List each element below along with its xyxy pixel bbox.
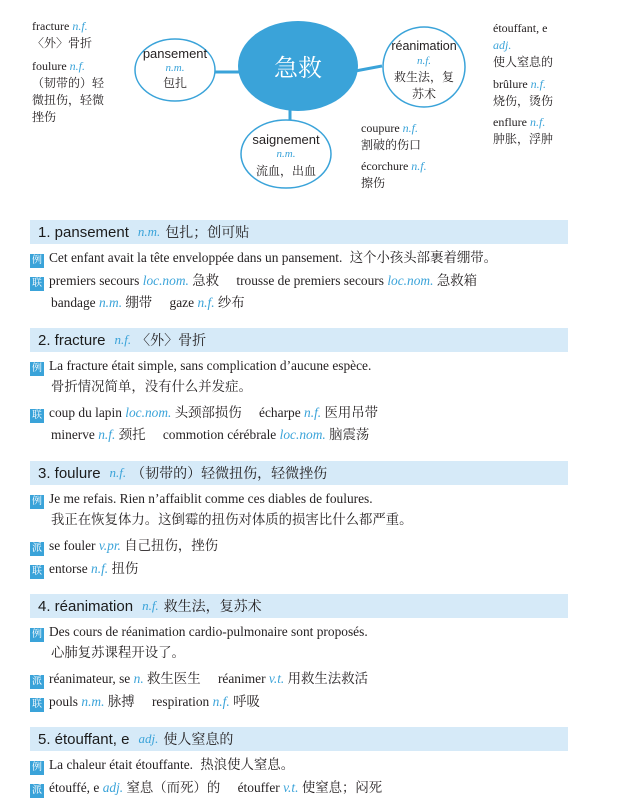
example-badge: 例: [32, 496, 42, 507]
deriv-pos: n.: [133, 671, 144, 686]
link-meaning: 脉搏: [107, 695, 135, 710]
link-word: minerve: [51, 427, 95, 442]
entry-4-example: [30, 621, 368, 643]
ecorchure-pos: n.f.: [411, 159, 427, 173]
bottom-word-ecorchure: [361, 158, 427, 192]
deriv-meaning: 救生医生: [147, 672, 201, 687]
enflure-meaning: 肿胀，浮肿: [493, 132, 554, 146]
deriv-pos: v.t.: [268, 671, 285, 686]
link-meaning: 急救箱: [436, 274, 477, 289]
brulure-word: brûlure: [493, 77, 528, 91]
link-word: premiers secours: [49, 273, 140, 288]
derivative-badge: 派: [32, 676, 42, 687]
bottom-word-coupure: [361, 120, 421, 154]
entry-2-headword: 2. fracture: [38, 331, 106, 349]
entry-1-header: [30, 220, 568, 244]
entry-3-headword: 3. foulure: [38, 464, 101, 482]
deriv-meaning: 用救生法救活: [287, 672, 368, 687]
entry-3-meaning: （韧带的）轻微扭伤，轻微挫伤: [131, 466, 328, 482]
entry-1-links-2: [51, 292, 245, 314]
entry-1-example: [30, 247, 497, 269]
entry-4-links: [30, 691, 260, 713]
entry-3-example-fr: Je me refais. Rien n’affaiblit comme ces diables de foulures.: [49, 491, 373, 506]
link-word: pouls: [49, 694, 79, 709]
entry-1-links-1: [30, 270, 477, 292]
entry-1-headword: 1. pansement: [38, 223, 129, 241]
deriv-word: réanimer: [217, 671, 266, 686]
entry-1-pos: n.m.: [137, 224, 161, 239]
right-word-etouffant: [493, 20, 553, 71]
derivative-badge: 派: [32, 543, 42, 554]
link-meaning: 头颈部损伤: [174, 406, 242, 421]
link-meaning: 绷带: [125, 296, 153, 311]
foulure-meaning-2: 微扭伤，轻微: [32, 93, 105, 107]
pansement-pos: n.m.: [165, 62, 185, 74]
saignement-bubble-text: [241, 132, 331, 179]
example-badge: 例: [32, 255, 42, 266]
link-pos: n.m.: [98, 295, 123, 310]
coupure-pos: n.f.: [402, 121, 418, 135]
saignement-meaning: 流血，出血: [255, 164, 316, 178]
entry-5-pos: adj.: [138, 731, 159, 746]
enflure-pos: n.f.: [529, 115, 546, 129]
saignement-word: saignement: [252, 132, 320, 147]
link-pos: loc.nom.: [125, 405, 172, 420]
entry-3-example-cn: 我正在恢复体力。这倒霉的扭伤对体质的损害比什么都严重。: [51, 513, 413, 528]
saignement-pos: n.m.: [276, 148, 296, 160]
entry-3-example: [30, 488, 373, 510]
entry-5-meaning: 使人窒息的: [163, 732, 234, 748]
etouffant-pos: adj.: [493, 38, 512, 52]
link-meaning: 医用吊带: [324, 406, 379, 421]
entry-5-header: [30, 727, 568, 751]
deriv-meaning: 使窒息；闷死: [301, 781, 383, 796]
pansement-word: pansement: [142, 46, 208, 61]
link-badge: 联: [32, 278, 42, 289]
link-pos: n.f.: [197, 295, 215, 310]
link-pos: loc.nom.: [142, 273, 189, 288]
deriv-meaning: 自己扭伤，挫伤: [124, 539, 219, 554]
link-meaning: 急救: [192, 274, 219, 289]
entry-2-links-1: [30, 402, 378, 424]
entry-3-link: [30, 558, 138, 580]
example-badge: 例: [32, 629, 42, 640]
entry-1-meaning: 包扎；创可贴: [165, 225, 250, 241]
entry-4-meaning: 救生法，复苏术: [163, 599, 262, 615]
deriv-pos: v.t.: [283, 780, 299, 795]
link-pos: n.f.: [304, 405, 322, 420]
entry-4-derivs: [30, 668, 368, 690]
link-meaning: 扭伤: [111, 562, 139, 577]
enflure-word: enflure: [493, 115, 527, 129]
entry-1-example-fr: Cet enfant avait la tête enveloppée dans un pansement.: [49, 250, 343, 265]
entry-5-example: [30, 754, 294, 776]
entry-3-pos: n.f.: [109, 465, 127, 480]
entry-4-example-fr: Des cours de réanimation cardio-pulmonaire sont proposés.: [49, 624, 368, 639]
ecorchure-word: écorchure: [361, 159, 409, 173]
link-word: commotion cérébrale: [162, 427, 277, 442]
pansement-bubble-text: [135, 46, 215, 91]
foulure-meaning-1: （韧带的）轻: [32, 76, 105, 90]
deriv-pos: adj.: [102, 780, 124, 795]
entry-4-headword: 4. réanimation: [38, 597, 134, 615]
coupure-word: coupure: [361, 121, 400, 135]
reanimation-pos: n.f.: [416, 55, 432, 67]
link-word: entorse: [49, 561, 88, 576]
brulure-pos: n.f.: [530, 77, 546, 91]
link-word: bandage: [51, 295, 96, 310]
entry-1-example-cn: 这个小孩头部裹着绷带。: [349, 251, 498, 266]
link-pos: n.m.: [81, 694, 105, 709]
link-badge: 联: [32, 699, 42, 710]
foulure-meaning-3: 挫伤: [32, 110, 57, 124]
foulure-word: foulure: [32, 59, 67, 73]
pansement-meaning: 包扎: [162, 76, 187, 90]
entry-5-headword: 5. étouffant, e: [38, 730, 130, 748]
example-badge: 例: [32, 762, 42, 773]
entry-4-pos: n.f.: [142, 598, 159, 613]
center-label: 急救: [274, 54, 322, 82]
link-pos: n.f.: [212, 694, 230, 709]
reanimation-meaning: 救生法，复苏术: [393, 70, 454, 101]
entry-2-example-fr: La fracture était simple, sans complication d’aucune espèce.: [49, 358, 372, 373]
link-meaning: 脑震荡: [329, 428, 370, 443]
etouffant-word: étouffant, e: [493, 21, 548, 35]
left-word-foulure: [32, 58, 104, 126]
reanimation-bubble-text: [383, 39, 465, 103]
entry-2-header: [30, 328, 568, 352]
link-meaning: 呼吸: [233, 695, 260, 710]
deriv-pos: v.pr.: [98, 538, 121, 553]
entry-2-pos: n.f.: [114, 332, 132, 347]
reanimation-word: réanimation: [391, 39, 457, 53]
right-word-enflure: [493, 114, 553, 148]
link-word: trousse de premiers secours: [236, 273, 384, 288]
entry-5-derivs: [30, 777, 382, 799]
entry-5-example-cn: 热浪使人窒息。: [200, 758, 295, 773]
entry-5-example-fr: La chaleur était étouffante.: [49, 757, 193, 772]
entry-2-meaning: 〈外〉骨折: [136, 333, 207, 349]
link-pos: n.f.: [91, 561, 109, 576]
link-word: écharpe: [259, 405, 301, 420]
link-pos: loc.nom.: [387, 273, 434, 288]
entry-3-header: [30, 461, 568, 485]
deriv-word: se fouler: [49, 538, 96, 553]
entry-4-example-cn: 心肺复苏课程开设了。: [51, 646, 185, 661]
link-word: gaze: [169, 295, 195, 310]
link-badge: 联: [32, 566, 42, 577]
link-pos: n.f.: [98, 427, 116, 442]
entry-2-links-2: [51, 424, 369, 446]
link-pos: loc.nom.: [279, 427, 326, 442]
deriv-meaning: 窒息（而死）的: [126, 781, 221, 796]
foulure-pos: n.f.: [69, 59, 85, 73]
fracture-meaning: 〈外〉骨折: [32, 36, 93, 50]
coupure-meaning: 割破的伤口: [361, 138, 422, 152]
etouffant-meaning: 使人窒息的: [493, 55, 554, 69]
entry-3-deriv: [30, 535, 218, 557]
example-badge: 例: [32, 363, 42, 374]
deriv-word: étouffé, e: [49, 780, 100, 795]
fracture-word: fracture: [32, 19, 70, 33]
link-word: coup du lapin: [49, 405, 122, 420]
fracture-pos: n.f.: [72, 19, 88, 33]
deriv-word: étouffer: [237, 780, 280, 795]
brulure-meaning: 烧伤，烫伤: [493, 94, 554, 108]
entry-2-example-cn: 骨折情况简单，没有什么并发症。: [51, 380, 252, 395]
link-meaning: 纱布: [217, 296, 245, 311]
ecorchure-meaning: 擦伤: [361, 176, 386, 190]
derivative-badge: 派: [32, 785, 42, 796]
entry-4-header: [30, 594, 568, 618]
left-word-fracture: [32, 18, 92, 52]
entry-2-example: [30, 355, 371, 377]
link-badge: 联: [32, 410, 42, 421]
link-meaning: 颈托: [118, 428, 146, 443]
link-word: respiration: [151, 694, 210, 709]
right-word-brulure: [493, 76, 553, 110]
deriv-word: réanimateur, se: [49, 671, 131, 686]
